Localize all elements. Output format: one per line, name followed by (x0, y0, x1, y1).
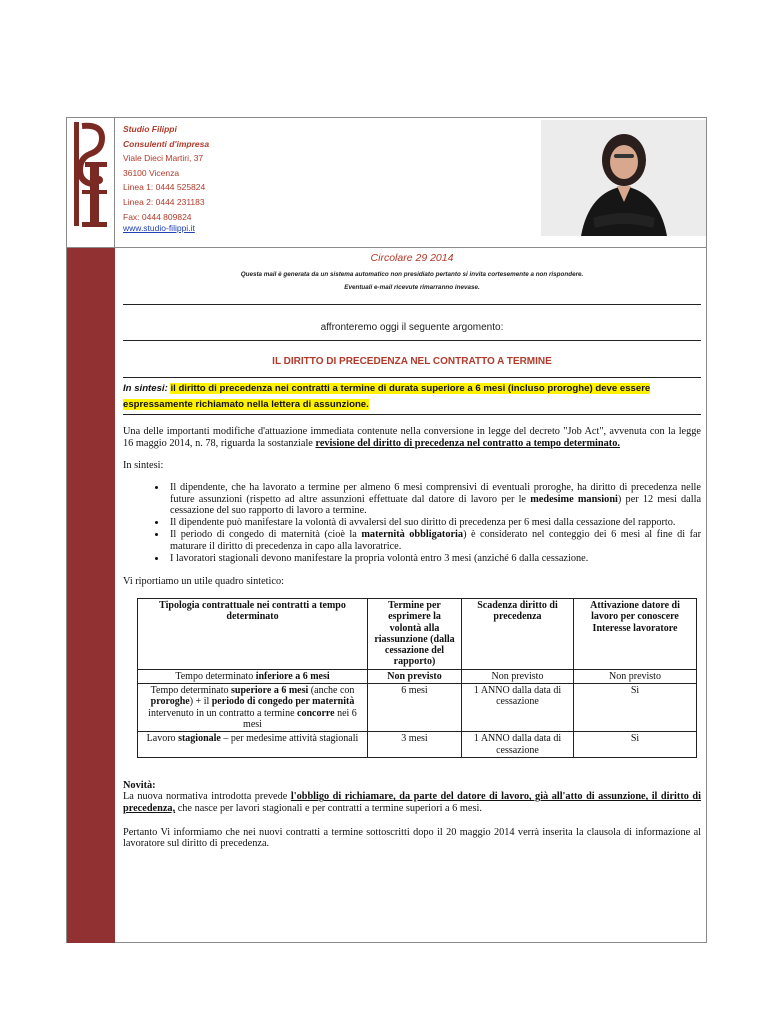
table-intro: Vi riportiamo un utile quadro sintetico: (123, 576, 284, 588)
studio-subtitle: Consulenti d'impresa (123, 138, 210, 149)
in-sintesi-heading: In sintesi: (123, 460, 164, 472)
bullet-1-bold: medesime mansioni (530, 493, 618, 505)
list-item (167, 553, 701, 565)
paragraph-job-act-emphasis: revisione del diritto di precedenza nel contratto a tempo determinato. (315, 437, 620, 449)
header-deadline: Scadenza diritto di precedenza (462, 598, 574, 669)
novita-label: Novità: (123, 779, 156, 791)
circular-content (123, 250, 701, 850)
divider-topic (123, 377, 701, 378)
letterhead (67, 118, 706, 248)
summary-text: il diritto di precedenza nei contratti a termine di durata superiore a 6 mesi (incluso proroghe) deve essere espressamente richiamato nella lettera di assunzione. (123, 383, 651, 410)
summary-box (123, 381, 701, 412)
novita-tail: che nasce per lavori stagionali e per contratti a termine superiori a 6 mesi. (175, 803, 482, 814)
intro-text: affronteremo oggi il seguente argomento: (320, 322, 504, 333)
table-header-row (138, 598, 697, 669)
row3-type: Lavoro stagionale – per medesime attività stagionali (138, 732, 368, 758)
topic-heading: IL DIRITTO DI PRECEDENZA NEL CONTRATTO A TERMINE (272, 356, 552, 367)
novita-paragraph (123, 791, 701, 814)
bullet-3-bold: maternità obbligatoria (361, 528, 464, 540)
divider-top (123, 304, 701, 305)
header-term: Termine per esprimere la volontà alla riassunzione (dalla cessazione del rapporto) (368, 598, 462, 669)
contact-block (123, 122, 209, 233)
side-color-band (67, 248, 115, 943)
phone-line-2: Linea 2: 0444 231183 (123, 196, 205, 207)
circular-title: Circolare 29 2014 (370, 252, 454, 264)
row2-deadline: 1 ANNO dalla data di cessazione (462, 684, 574, 732)
row1-activation: Non previsto (574, 669, 697, 683)
bullet-3-tail: ) è considerato nel conteggio dei 6 mesi al fine di far maturare il diritto di precedenza in capo alla lavoratrice. (170, 528, 701, 552)
novita-heading (123, 780, 701, 792)
table-row (138, 669, 697, 683)
bullet-4-text: I lavoratori stagionali devono manifestare la propria volontà entro 3 mesi (anziché 6 dalla cessazione. (170, 552, 589, 564)
table-row (138, 732, 697, 758)
logo-cell (67, 118, 115, 247)
website-link[interactable]: www.studio-filippi.it (123, 223, 195, 234)
phone-line-1: Linea 1: 0444 525824 (123, 182, 206, 193)
header-contract-type: Tipologia contrattuale nei contratti a tempo determinato (138, 598, 368, 669)
closing-paragraph: Pertanto Vi informiamo che nei nuovi contratti a termine sottoscritti dopo il 20 maggio 2014 verrà inserita la clausola di informazione al lavoratore sul diritto di precedenza. (123, 826, 701, 850)
table-row (138, 684, 697, 732)
list-item (167, 517, 701, 529)
row3-activation: Sì (574, 732, 697, 758)
bullet-1-text: Il dipendente, che ha lavorato a termine per almeno 6 mesi comprensivi di eventuali proroghe, ha diritto di precedenza nelle future assunzioni (rispetto ad altre assunzioni effettuate dal datore di lavoro per le (170, 481, 701, 505)
novita-emphasis: l'obbligo di richiamare, da parte del datore di lavoro, già all'atto di assunzione, il diritto di precedenza, (123, 791, 702, 814)
bullet-3-text: Il periodo di congedo di maternità (cioè la (170, 528, 362, 540)
summary-label: In sintesi: (123, 383, 168, 394)
studio-filippi-logo (68, 122, 114, 232)
address-city: 36100 Vicenza (123, 167, 180, 178)
list-item (167, 482, 701, 517)
row1-term: Non previsto (368, 669, 462, 683)
header-activation: Attivazione datore di lavoro per conoscere Interesse lavoratore (574, 598, 697, 669)
row3-term: 3 mesi (368, 732, 462, 758)
novita-text: La nuova normativa introdotta prevede (123, 791, 291, 803)
auto-note-line-2: Eventuali e-mail ricevute rimarranno inevase. (344, 284, 480, 291)
row2-type: Tempo determinato superiore a 6 mesi (anche con proroghe) + il periodo di congedo per maternità intervenuto in un contratto a termine concorre nei 6 mesi (138, 684, 368, 732)
row2-activation: Sì (574, 684, 697, 732)
paragraph-job-act-text: Una delle importanti modifiche d'attuazione immediata contenute nella conversione in legge del decreto "Job Act", avvenuta con la legge 16 maggio 2014, n. 78, riguarda la sostanziale (123, 426, 701, 449)
auto-mail-notice (123, 268, 701, 294)
document-frame (66, 117, 707, 943)
auto-note-line-1: Questa mail è generata da un sistema automatico non presidiato pertanto si invita cortesemente a non rispondere. (240, 271, 584, 278)
list-item (167, 529, 701, 553)
bullet-1-tail: ) per 12 mesi dalla cessazione del suo rapporto di lavoro a termine. (170, 493, 702, 517)
portrait-image (541, 120, 706, 236)
bullet-2-text: Il dipendente può manifestare la volontà di avvalersi del suo diritto di precedenza per 6 mesi dalla cessazione del rapporto. (170, 517, 676, 529)
consultant-portrait (541, 120, 706, 236)
divider-intro (123, 340, 701, 341)
row3-deadline: 1 ANNO dalla data di cessazione (462, 732, 574, 758)
bullet-list (123, 482, 701, 565)
row2-term: 6 mesi (368, 684, 462, 732)
address-street: Viale Dieci Martiri, 37 (123, 153, 204, 164)
row1-type: Tempo determinato inferiore a 6 mesi (138, 669, 368, 683)
divider-summary (123, 414, 701, 415)
row1-deadline: Non previsto (462, 669, 574, 683)
studio-name: Studio Filippi (123, 124, 177, 134)
fax-number: Fax: 0444 809824 (123, 211, 192, 222)
paragraph-job-act (123, 426, 701, 449)
summary-table (137, 598, 697, 758)
